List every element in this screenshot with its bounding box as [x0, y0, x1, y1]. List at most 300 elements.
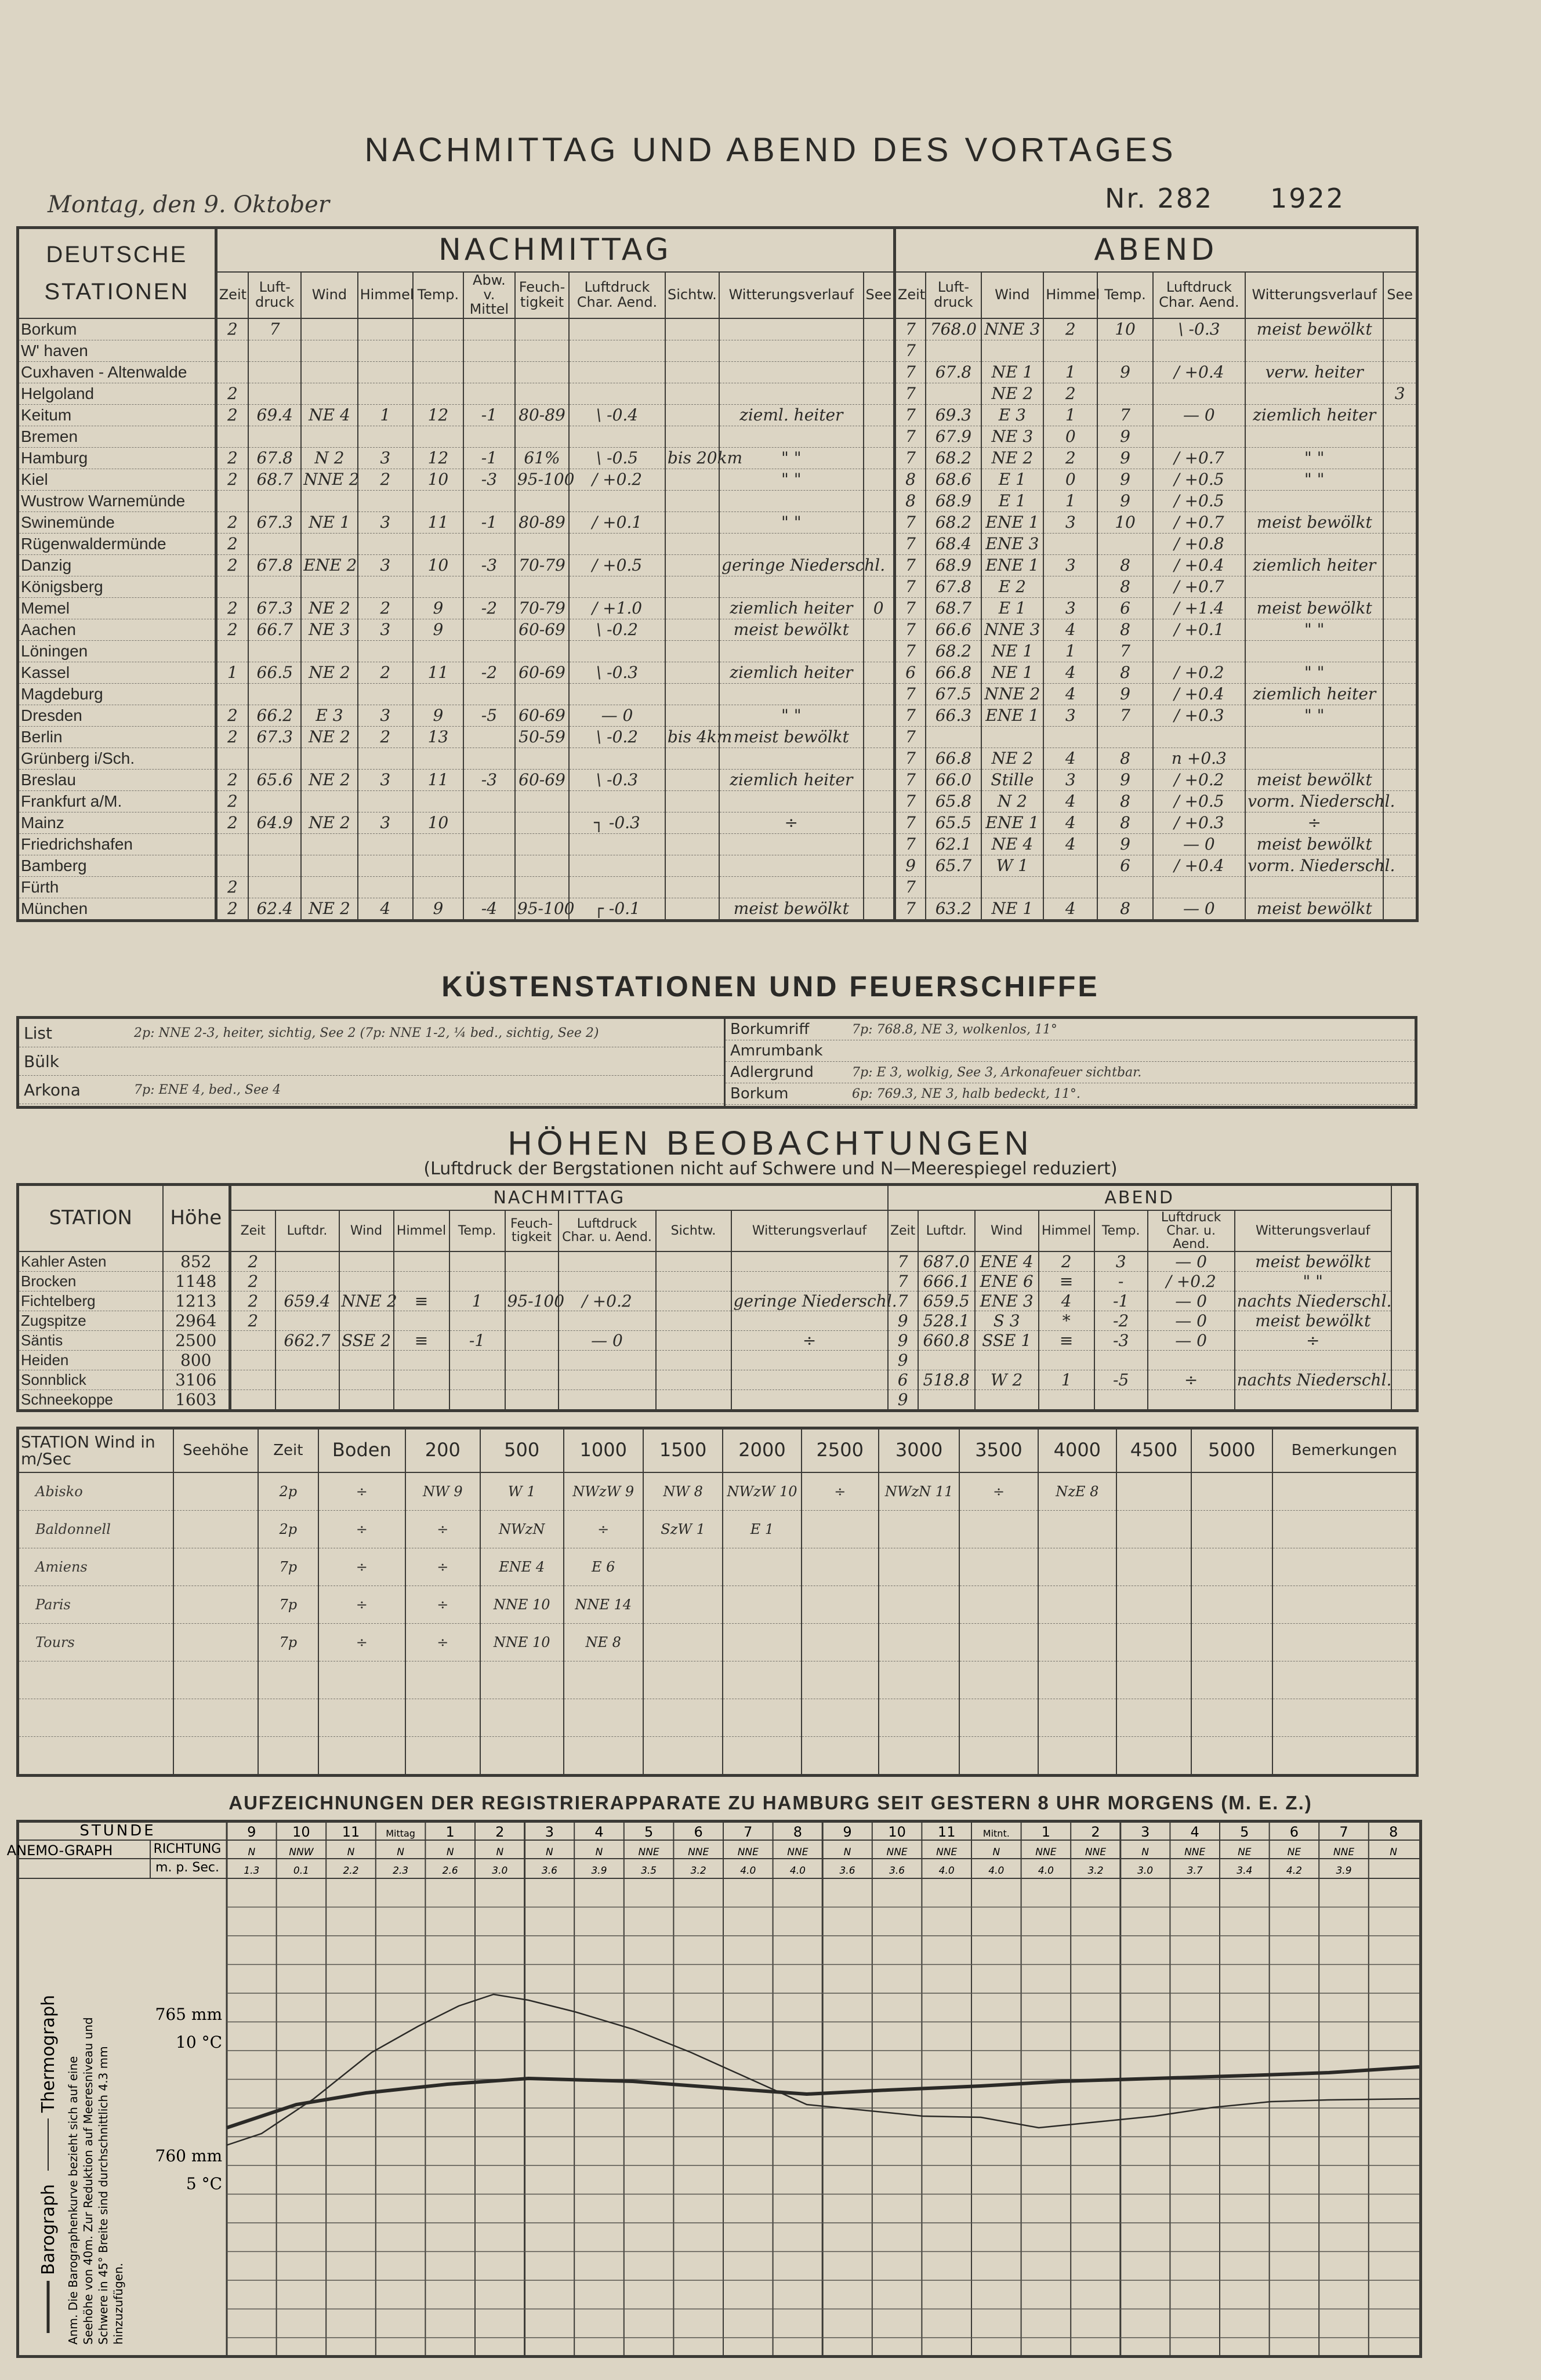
- evening-cell: [1153, 340, 1245, 361]
- upper-wind-value: [879, 1586, 959, 1623]
- table-row: [18, 790, 1417, 812]
- station-name: Königsberg: [18, 576, 216, 597]
- evening-cell: [1383, 404, 1417, 426]
- afternoon-cell: [463, 748, 515, 769]
- evening-cell: [1383, 812, 1417, 833]
- mountain-afternoon-cell: [449, 1311, 505, 1330]
- coastal-row: [726, 1083, 1415, 1105]
- evening-cell: NE 1: [981, 898, 1044, 920]
- afternoon-cell: [515, 833, 569, 855]
- evening-cell: / +0.5: [1153, 490, 1245, 511]
- table-row: [18, 1472, 1417, 1511]
- upper-wind-value: NWzW 10: [723, 1472, 801, 1511]
- mountain-evening-cell: [1391, 1389, 1417, 1410]
- evening-cell: ziemlich heiter: [1245, 404, 1383, 426]
- evening-cell: NE 2: [981, 748, 1044, 769]
- afternoon-cell: [413, 318, 463, 340]
- table-row: [18, 876, 1417, 898]
- afternoon-cell: 7: [248, 318, 301, 340]
- mountain-evening-cell: nachts Niederschl.: [1235, 1291, 1391, 1311]
- table-row: [18, 1736, 1417, 1775]
- upper-wind-value: [959, 1548, 1038, 1586]
- afternoon-cell: / +0.5: [569, 554, 665, 576]
- afternoon-cell: [665, 576, 719, 597]
- upper-wind-value: ÷: [318, 1586, 405, 1623]
- evening-cell: 67.5: [926, 683, 981, 705]
- coastal-row: [19, 1076, 724, 1104]
- evening-cell: ÷: [1245, 812, 1383, 833]
- evening-cell: meist bewölkt: [1245, 597, 1383, 619]
- mountain-afternoon-col: Witterungsverlauf: [731, 1210, 888, 1251]
- station-name: Helgoland: [18, 383, 216, 404]
- evening-cell: [1383, 640, 1417, 662]
- mountain-afternoon-cell: [275, 1350, 339, 1370]
- evening-cell: 3: [1043, 511, 1097, 533]
- y-label-10c: 10 °C: [176, 2033, 222, 2052]
- evening-cell: [1245, 876, 1383, 898]
- afternoon-cell: 10: [413, 554, 463, 576]
- afternoon-cell: [248, 383, 301, 404]
- empty-cell: [480, 1699, 564, 1736]
- mountain-afternoon-col: Luftdruck Char. u. Aend.: [559, 1210, 656, 1251]
- afternoon-cell: 50-59: [515, 726, 569, 748]
- afternoon-cell: [248, 340, 301, 361]
- table-row: [18, 469, 1417, 490]
- afternoon-cell: 1: [216, 662, 248, 683]
- evening-cell: 66.6: [926, 619, 981, 640]
- evening-cell: 1: [1043, 404, 1097, 426]
- upper-wind-level-header: 5000: [1191, 1428, 1272, 1472]
- issue-number: Nr. 282: [1105, 183, 1214, 214]
- evening-cell: 8: [1097, 812, 1152, 833]
- evening-cell: [1383, 340, 1417, 361]
- afternoon-cell: [864, 383, 895, 404]
- afternoon-cell: [665, 855, 719, 876]
- afternoon-cell: [665, 426, 719, 447]
- mountain-afternoon-cell: [449, 1350, 505, 1370]
- mountain-height: 3106: [163, 1370, 230, 1389]
- afternoon-cell: 2: [216, 533, 248, 554]
- afternoon-cell: [515, 533, 569, 554]
- empty-cell: [1191, 1699, 1272, 1736]
- afternoon-cell: [864, 511, 895, 533]
- afternoon-cell: [301, 790, 357, 812]
- empty-cell: [1272, 1661, 1417, 1699]
- table-row: [18, 1510, 1417, 1548]
- evening-cell: [1383, 597, 1417, 619]
- upper-wind-value: [1038, 1586, 1116, 1623]
- mountain-height: 2964: [163, 1311, 230, 1330]
- evening-cell: / +0.4: [1153, 855, 1245, 876]
- hour-label: STUNDE: [79, 1822, 156, 1840]
- afternoon-cell: [864, 404, 895, 426]
- evening-cell: 7: [894, 383, 926, 404]
- evening-cell: [926, 726, 981, 748]
- empty-cell: [643, 1661, 723, 1699]
- evening-cell: 7: [894, 705, 926, 726]
- evening-cell: 69.3: [926, 404, 981, 426]
- evening-cell: 7: [894, 898, 926, 920]
- table-row: [18, 511, 1417, 533]
- afternoon-cell: [216, 833, 248, 855]
- afternoon-cell: [301, 361, 357, 383]
- afternoon-cell: [665, 790, 719, 812]
- evening-cell: 1: [1043, 361, 1097, 383]
- mountain-evening-cell: [1039, 1389, 1094, 1410]
- evening-cell: 8: [1097, 662, 1152, 683]
- afternoon-cell: [719, 576, 864, 597]
- afternoon-cell: [665, 619, 719, 640]
- evening-cell: 2: [1043, 318, 1097, 340]
- coastal-title: KÜSTENSTATIONEN UND FEUERSCHIFFE: [441, 970, 1100, 1003]
- afternoon-cell: [358, 318, 413, 340]
- mountain-afternoon-cell: [505, 1251, 559, 1272]
- afternoon-cell: [301, 318, 357, 340]
- evening-cell: 68.2: [926, 640, 981, 662]
- afternoon-cell: [248, 426, 301, 447]
- afternoon-col-header: Wind: [301, 272, 357, 318]
- afternoon-cell: NE 2: [301, 662, 357, 683]
- evening-cell: [1153, 426, 1245, 447]
- station-name: Kiel: [18, 469, 216, 490]
- empty-cell: [173, 1699, 258, 1736]
- mountain-afternoon-cell: [505, 1389, 559, 1410]
- mountain-evening-cell: [1235, 1389, 1391, 1410]
- afternoon-cell: [413, 640, 463, 662]
- wind-direction: N: [446, 1846, 454, 1858]
- afternoon-cell: 66.5: [248, 662, 301, 683]
- hour-tick-label: 7: [744, 1824, 753, 1840]
- table-row: [18, 619, 1417, 640]
- wind-direction: NNE: [1184, 1846, 1206, 1858]
- afternoon-cell: [719, 490, 864, 511]
- evening-cell: E 2: [981, 576, 1044, 597]
- wind-speed: 3.2: [1087, 1865, 1104, 1877]
- evening-cell: 7: [1097, 705, 1152, 726]
- mountain-evening-cell: 528.1: [918, 1311, 975, 1330]
- stations-header: DEUTSCHE STATIONEN: [18, 228, 216, 318]
- upper-wind-value: [1116, 1623, 1191, 1661]
- station-name: Berlin: [18, 726, 216, 748]
- afternoon-cell: [665, 533, 719, 554]
- empty-cell: [1272, 1736, 1417, 1775]
- table-row: [18, 1291, 1417, 1311]
- evening-cell: 7: [894, 619, 926, 640]
- afternoon-cell: [413, 340, 463, 361]
- table-row: [18, 683, 1417, 705]
- evening-cell: verw. heiter: [1245, 361, 1383, 383]
- afternoon-cell: [864, 898, 895, 920]
- mountain-evening-cell: 687.0: [918, 1251, 975, 1272]
- upper-wind-value: [802, 1623, 879, 1661]
- mountain-evening-cell: ÷: [1148, 1370, 1235, 1389]
- upper-wind-value: ÷: [802, 1472, 879, 1511]
- mountain-evening-cell: — 0: [1148, 1311, 1235, 1330]
- evening-cell: / +0.7: [1153, 447, 1245, 469]
- afternoon-cell: 1: [358, 404, 413, 426]
- afternoon-cell: [864, 812, 895, 833]
- hour-tick-label: 1: [445, 1824, 455, 1840]
- empty-cell: [405, 1736, 480, 1775]
- afternoon-cell: [358, 748, 413, 769]
- hour-tick-label: 9: [843, 1824, 852, 1840]
- empty-cell: [18, 1699, 174, 1736]
- afternoon-cell: [569, 340, 665, 361]
- empty-cell: [173, 1472, 258, 1511]
- mountain-afternoon-cell: [656, 1311, 731, 1330]
- mountain-height: 1603: [163, 1389, 230, 1410]
- upper-wind-level-header: 1500: [643, 1428, 723, 1472]
- mountain-evening-col: Luftdr.: [918, 1210, 975, 1251]
- afternoon-cell: " ": [719, 469, 864, 490]
- evening-cell: 3: [1043, 554, 1097, 576]
- station-name: Friedrichshafen: [18, 833, 216, 855]
- afternoon-cell: [216, 640, 248, 662]
- empty-cell: [959, 1736, 1038, 1775]
- afternoon-cell: [413, 748, 463, 769]
- evening-cell: 67.8: [926, 576, 981, 597]
- empty-cell: [1038, 1661, 1116, 1699]
- table-row: [18, 404, 1417, 426]
- afternoon-cell: 2: [358, 726, 413, 748]
- mountain-evening-cell: ≡: [1039, 1271, 1094, 1291]
- afternoon-cell: 2: [216, 705, 248, 726]
- wind-speed: 4.0: [988, 1865, 1005, 1877]
- afternoon-cell: ┐ -0.3: [569, 812, 665, 833]
- evening-cell: 7: [894, 790, 926, 812]
- recorder-title: AUFZEICHNUNGEN DER REGISTRIERAPPARATE ZU HAMBURG SEIT GESTERN 8 UHR MORGENS (M. E. Z.): [229, 1792, 1312, 1813]
- mountain-evening-cell: ÷: [1235, 1330, 1391, 1350]
- main-stations-table: [16, 226, 1419, 922]
- wind-speed: 4.2: [1286, 1865, 1302, 1877]
- afternoon-cell: 2: [216, 790, 248, 812]
- station-name: Bamberg: [18, 855, 216, 876]
- coastal-row: [19, 1047, 724, 1076]
- mountain-afternoon-cell: [731, 1389, 888, 1410]
- afternoon-col-header: Temp.: [413, 272, 463, 318]
- wind-speed: 3.9: [591, 1865, 607, 1877]
- table-row: [18, 447, 1417, 469]
- afternoon-cell: [665, 340, 719, 361]
- wind-speed: 3.0: [492, 1865, 508, 1877]
- evening-cell: [1383, 683, 1417, 705]
- evening-cell: 1: [1043, 640, 1097, 662]
- evening-cell: 9: [1097, 469, 1152, 490]
- hour-tick-label: 11: [937, 1824, 956, 1840]
- afternoon-cell: [719, 876, 864, 898]
- mountain-afternoon-cell: [394, 1389, 449, 1410]
- afternoon-col-header: Luft-druck: [248, 272, 301, 318]
- evening-cell: [1153, 640, 1245, 662]
- table-row: [18, 769, 1417, 790]
- afternoon-cell: [515, 640, 569, 662]
- mountain-evening-col: Wind: [975, 1210, 1039, 1251]
- empty-cell: [564, 1661, 643, 1699]
- mountain-evening-cell: -: [1094, 1271, 1148, 1291]
- evening-cell: [926, 383, 981, 404]
- mountain-evening-cell: 660.8: [918, 1330, 975, 1350]
- coastal-row: [726, 1019, 1415, 1040]
- afternoon-cell: [569, 383, 665, 404]
- afternoon-cell: [463, 640, 515, 662]
- afternoon-cell: 80-89: [515, 404, 569, 426]
- afternoon-cell: -2: [463, 597, 515, 619]
- evening-cell: 2: [1043, 447, 1097, 469]
- station-name: Memel: [18, 597, 216, 619]
- evening-cell: 9: [1097, 361, 1152, 383]
- evening-cell: / +0.7: [1153, 576, 1245, 597]
- mountain-afternoon-cell: ÷: [731, 1330, 888, 1350]
- table-row: [18, 1251, 1417, 1272]
- upper-wind-remarks-header: Bemerkungen: [1272, 1428, 1417, 1472]
- evening-cell: — 0: [1153, 404, 1245, 426]
- mountain-evening-cell: -2: [1094, 1311, 1148, 1330]
- mountain-height: 852: [163, 1251, 230, 1272]
- afternoon-cell: [413, 576, 463, 597]
- afternoon-cell: [413, 490, 463, 511]
- upper-wind-value: NWzN 11: [879, 1472, 959, 1511]
- afternoon-cell: [719, 533, 864, 554]
- afternoon-cell: [719, 748, 864, 769]
- afternoon-cell: ziemlich heiter: [719, 662, 864, 683]
- evening-cell: 8: [1097, 790, 1152, 812]
- afternoon-cell: NE 3: [301, 619, 357, 640]
- mountain-afternoon-header: NACHMITTAG: [230, 1185, 888, 1210]
- afternoon-cell: [248, 533, 301, 554]
- upper-wind-value: [1191, 1623, 1272, 1661]
- station-name: Danzig: [18, 554, 216, 576]
- evening-cell: [1383, 705, 1417, 726]
- empty-cell: [643, 1699, 723, 1736]
- mountain-height: 800: [163, 1350, 230, 1370]
- afternoon-cell: [413, 855, 463, 876]
- evening-cell: [1383, 361, 1417, 383]
- afternoon-cell: [413, 790, 463, 812]
- evening-col-header: Luft-druck: [926, 272, 981, 318]
- issue-year: 1922: [1270, 183, 1346, 214]
- mountain-afternoon-cell: 1: [449, 1291, 505, 1311]
- mountain-afternoon-col: Luftdr.: [275, 1210, 339, 1251]
- evening-cell: [1097, 876, 1152, 898]
- upper-wind-table: [16, 1427, 1419, 1777]
- y-label-765: 765 mm: [155, 2005, 222, 2024]
- upper-wind-value: NW 9: [405, 1472, 480, 1511]
- afternoon-cell: E 3: [301, 705, 357, 726]
- upper-wind-value: [1116, 1472, 1191, 1511]
- evening-cell: [1245, 640, 1383, 662]
- upper-wind-time: 7p: [258, 1586, 318, 1623]
- evening-cell: / +0.2: [1153, 662, 1245, 683]
- evening-cell: [1245, 726, 1383, 748]
- evening-cell: / +1.4: [1153, 597, 1245, 619]
- afternoon-cell: 3: [358, 705, 413, 726]
- evening-cell: — 0: [1153, 898, 1245, 920]
- coastal-value: 2p: NNE 2-3, heiter, sichtig, See 2 (7p: NNE 1-2, ¼ bed., sichtig, See 2): [134, 1025, 599, 1040]
- evening-cell: NNE 2: [981, 683, 1044, 705]
- evening-cell: E 3: [981, 404, 1044, 426]
- afternoon-cell: NE 2: [301, 769, 357, 790]
- evening-cell: 4: [1043, 662, 1097, 683]
- mountain-afternoon-cell: [449, 1271, 505, 1291]
- evening-cell: 65.7: [926, 855, 981, 876]
- empty-cell: [1116, 1699, 1191, 1736]
- hour-tick-label: 6: [694, 1824, 703, 1840]
- mountain-afternoon-cell: SSE 2: [339, 1330, 394, 1350]
- evening-cell: 7: [894, 404, 926, 426]
- mountain-afternoon-cell: [230, 1330, 275, 1350]
- afternoon-col-header: Abw. v. Mittel: [463, 272, 515, 318]
- evening-cell: 8: [1097, 898, 1152, 920]
- evening-cell: 3: [1383, 383, 1417, 404]
- afternoon-cell: geringe Niederschl.: [719, 554, 864, 576]
- mountain-evening-col: Himmel: [1039, 1210, 1094, 1251]
- mountain-afternoon-cell: [559, 1311, 656, 1330]
- evening-cell: [1383, 576, 1417, 597]
- station-name: W' haven: [18, 340, 216, 361]
- mountain-afternoon-col: Wind: [339, 1210, 394, 1251]
- afternoon-cell: [719, 383, 864, 404]
- station-name: Keitum: [18, 404, 216, 426]
- evening-cell: [1245, 748, 1383, 769]
- station-name: München: [18, 898, 216, 920]
- evening-cell: [1153, 726, 1245, 748]
- afternoon-cell: 2: [216, 469, 248, 490]
- afternoon-cell: [864, 490, 895, 511]
- evening-cell: 9: [894, 855, 926, 876]
- hour-tick-label: Mittag: [386, 1828, 415, 1839]
- mountain-evening-cell: — 0: [1148, 1291, 1235, 1311]
- afternoon-cell: [301, 683, 357, 705]
- coastal-value: 7p: ENE 4, bed., See 4: [134, 1082, 281, 1097]
- wind-speed: 0.1: [293, 1865, 309, 1877]
- evening-cell: [1245, 576, 1383, 597]
- afternoon-cell: NE 4: [301, 404, 357, 426]
- evening-cell: 4: [1043, 790, 1097, 812]
- upper-wind-value: W 1: [480, 1472, 564, 1511]
- upper-wind-value: [643, 1623, 723, 1661]
- mountain-afternoon-cell: ≡: [394, 1330, 449, 1350]
- evening-cell: / +0.4: [1153, 361, 1245, 383]
- mountain-afternoon-cell: [559, 1389, 656, 1410]
- afternoon-cell: 2: [216, 876, 248, 898]
- evening-header: ABEND: [894, 228, 1417, 272]
- afternoon-cell: 60-69: [515, 619, 569, 640]
- evening-cell: [926, 340, 981, 361]
- evening-cell: 4: [1043, 898, 1097, 920]
- mountain-evening-cell: 7: [888, 1271, 918, 1291]
- upper-wind-value: [1116, 1548, 1191, 1586]
- evening-cell: [1383, 511, 1417, 533]
- speed-label: m. p. Sec.: [155, 1860, 219, 1875]
- mountain-title: HÖHEN BEOBACHTUNGEN: [507, 1124, 1034, 1162]
- afternoon-cell: [665, 511, 719, 533]
- empty-cell: [480, 1736, 564, 1775]
- upper-wind-value: [802, 1586, 879, 1623]
- mountain-afternoon-cell: [505, 1271, 559, 1291]
- mountain-afternoon-cell: [656, 1291, 731, 1311]
- empty-cell: [173, 1548, 258, 1586]
- mountain-evening-cell: [918, 1350, 975, 1370]
- evening-cell: 68.9: [926, 490, 981, 511]
- evening-cell: 7: [894, 748, 926, 769]
- hour-tick-label: 3: [1140, 1824, 1150, 1840]
- mountain-afternoon-cell: [230, 1350, 275, 1370]
- afternoon-cell: [515, 340, 569, 361]
- afternoon-cell: 2: [358, 469, 413, 490]
- evening-cell: [1245, 426, 1383, 447]
- upper-wind-level-header: 4000: [1038, 1428, 1116, 1472]
- evening-cell: 7: [894, 533, 926, 554]
